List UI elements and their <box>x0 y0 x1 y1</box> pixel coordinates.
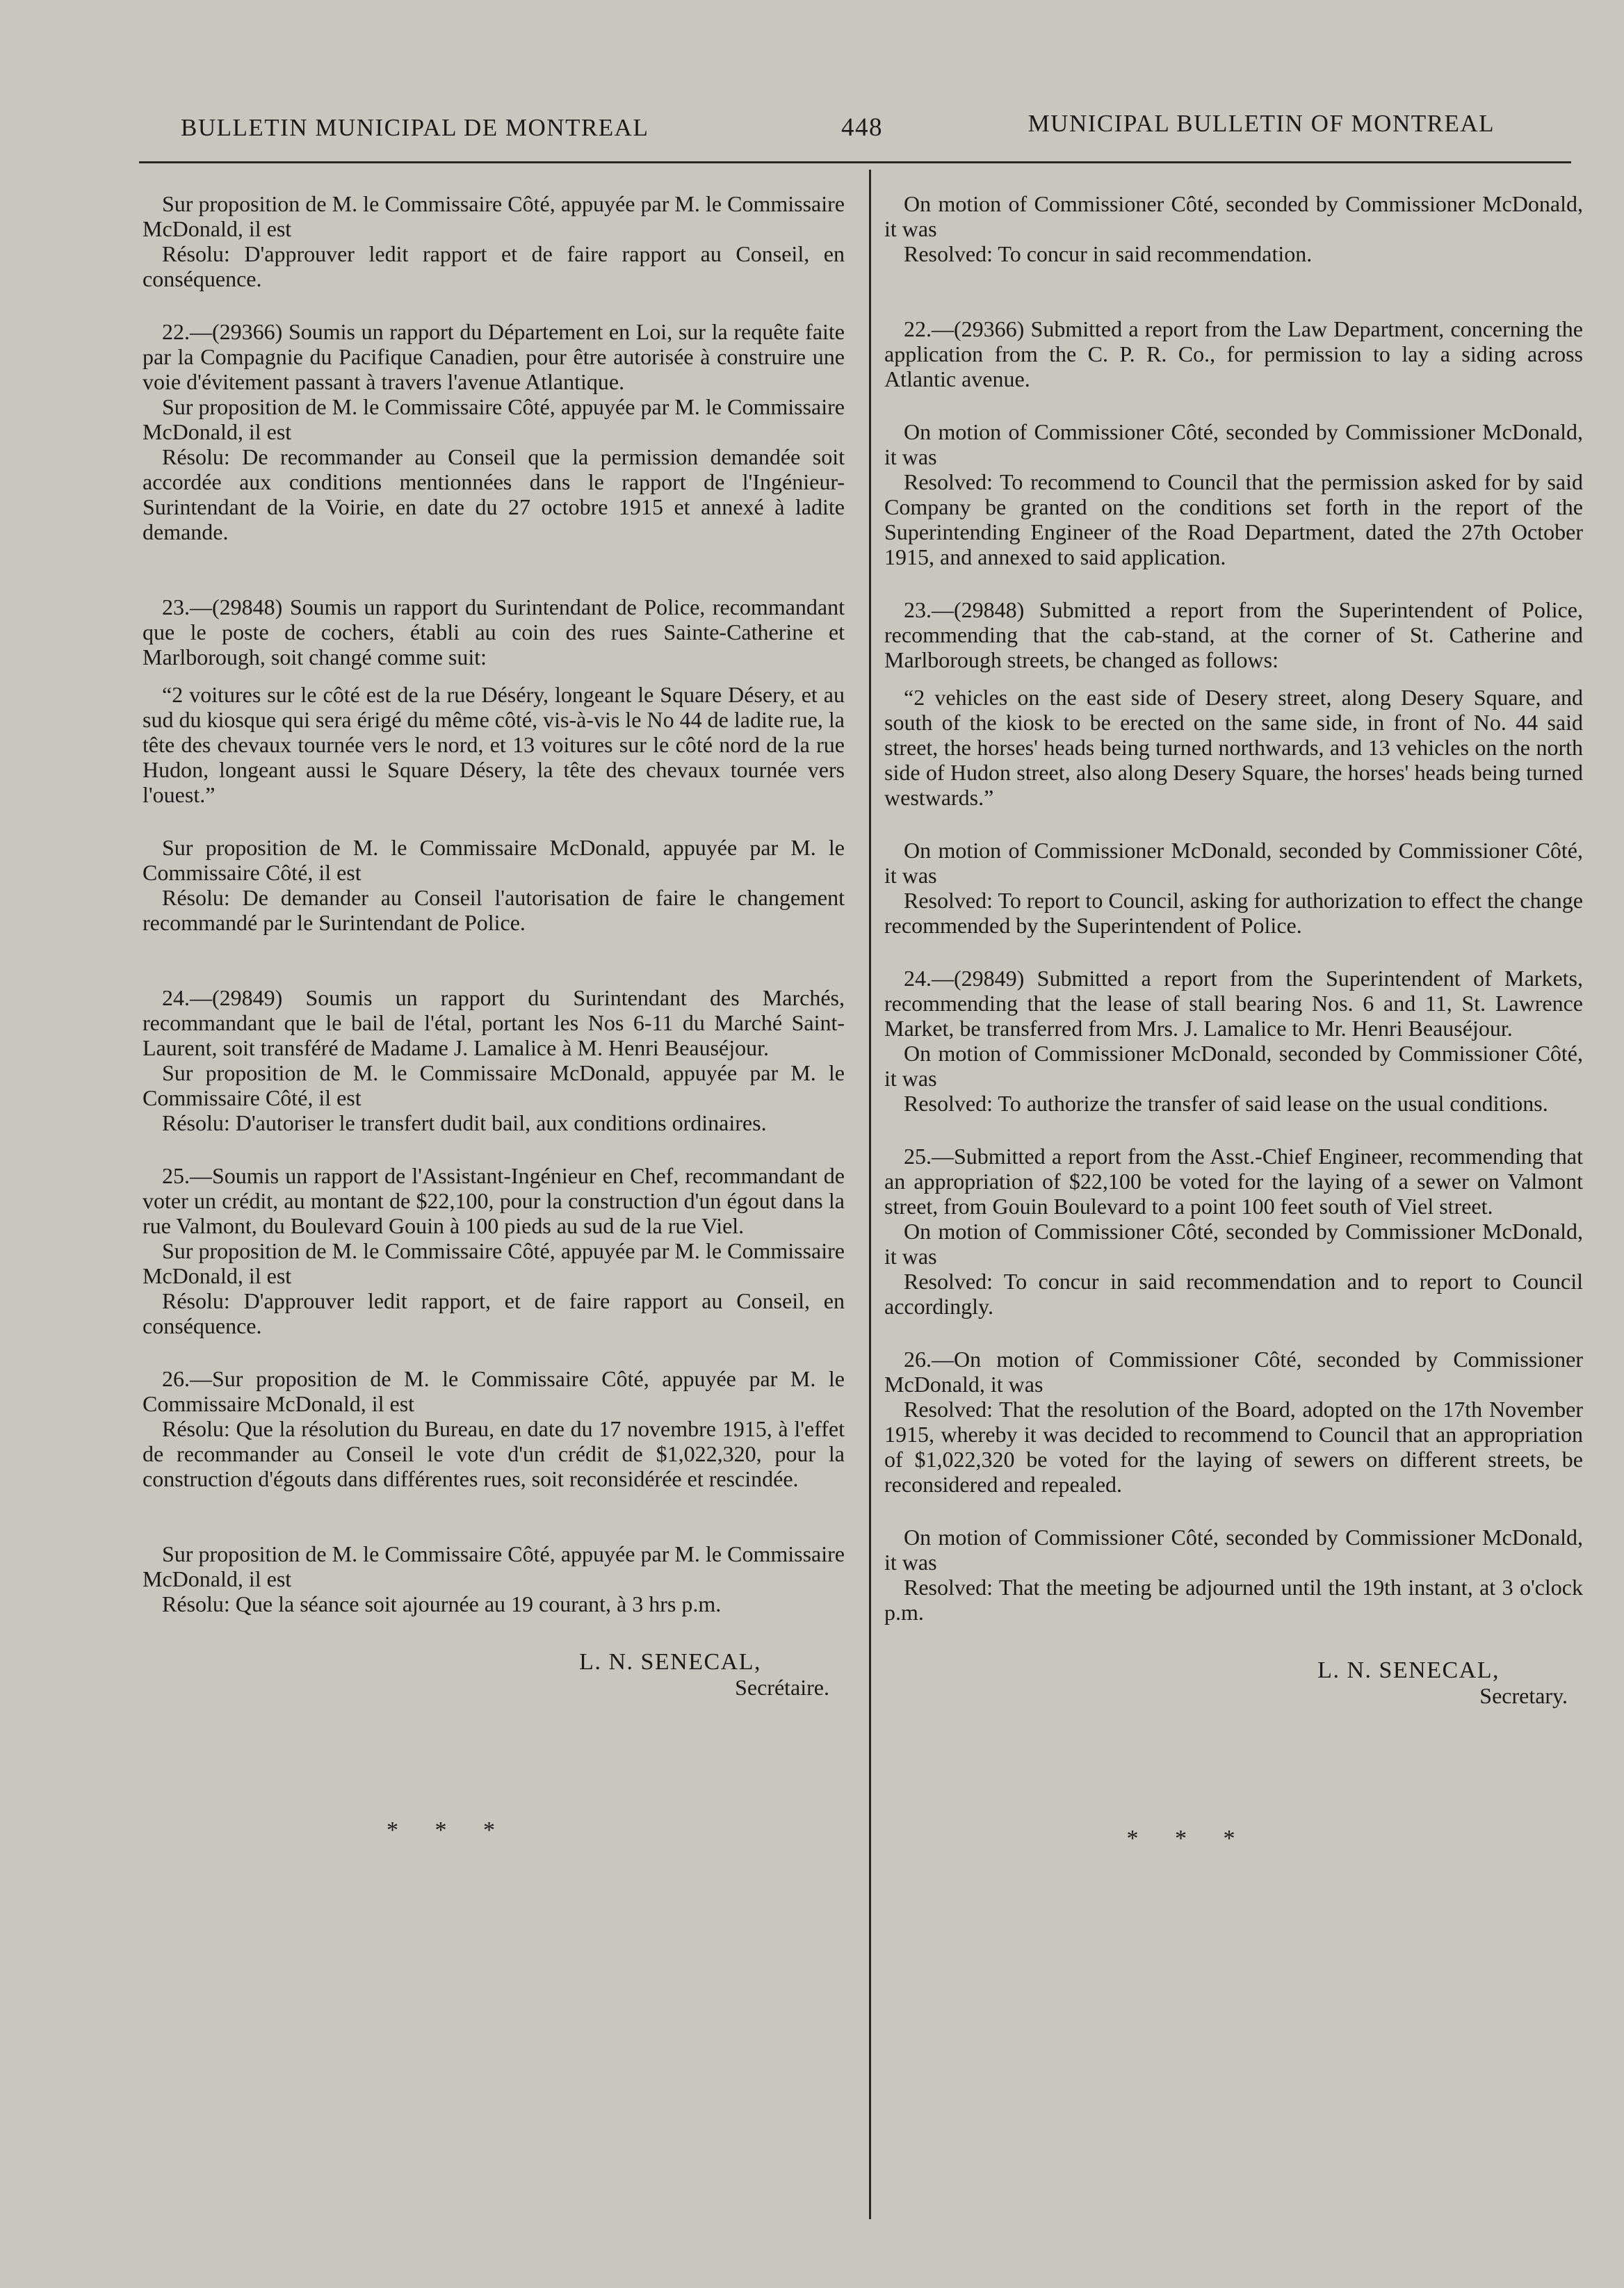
french-column <box>143 191 845 1843</box>
en-resolution-adjourn: Resolved: That the meeting be adjourned until the 19th instant, at 3 o'clock p.m. <box>884 1575 1583 1625</box>
en-item-24: 24.—(29849) Submitted a report from the Superintendent of Markets, recommending that the lease of stall bearing Nos. 6 and 11, St. Lawrence Market, be transferred from Mrs. J. Lamalice to Mr. Henri Beauséjour. <box>884 966 1583 1041</box>
en-resolution-23: Resolved: To report to Council, asking for authorization to effect the change recommended by the Superintendent of Police. <box>884 888 1583 938</box>
page-header <box>139 104 1495 153</box>
fr-section-stars: * * * <box>387 1817 510 1843</box>
fr-signature <box>143 1650 845 1700</box>
fr-motion-1: Sur proposition de M. le Commissaire Côté, appuyée par M. le Commissaire McDonald, il est <box>143 191 845 241</box>
fr-resolution-23: Résolu: De demander au Conseil l'autorisation de faire le changement recommandé par le Surintendant de Police. <box>143 885 845 935</box>
en-item-25: 25.—Submitted a report from the Asst.-Chief Engineer, recommending that an appropriation of $22,100 be voted for the laying of a sewer on Valmont street, from Gouin Boulevard to a point 100 feet south of Viel street. <box>884 1144 1583 1219</box>
english-column <box>884 191 1583 1851</box>
fr-resolution-26: Résolu: Que la résolution du Bureau, en date du 17 novembre 1915, à l'effet de recommander au Conseil le vote d'un crédit de $1,022,320, pour la construction d'égouts dans différentes rues, soit reconsidérée et rescindée. <box>143 1416 845 1491</box>
fr-resolution-25: Résolu: D'approuver ledit rapport, et de faire rapport au Conseil, en conséquence. <box>143 1288 845 1338</box>
page-number: 448 <box>841 113 883 142</box>
en-resolution-24: Resolved: To authorize the transfer of said lease on the usual conditions. <box>904 1091 1548 1116</box>
fr-motion-adjourn: Sur proposition de M. le Commissaire Côté, appuyée par M. le Commissaire McDonald, il est <box>143 1541 845 1591</box>
en-item-23: 23.—(29848) Submitted a report from the Superintendent of Police, recommending that the cab-stand, at the corner of St. Catherine and Marlborough streets, be changed as follows: <box>884 597 1583 672</box>
fr-item-23-quote: “2 voitures sur le côté est de la rue Déséry, longeant le Square Désery, et au sud du kiosque qui sera érigé du même côté, vis-à-vis le No 44 de ladite rue, la tête des chevaux tournée vers le nord, et 13 voitures sur le côté nord de la rue Hudon, longeant aussi le Square Désery, la tête des chevaux tournée vers l'ouest.” <box>143 682 845 807</box>
fr-resolution-24: Résolu: D'autoriser le transfert dudit bail, aux conditions ordinaires. <box>162 1110 767 1135</box>
en-motion-24: On motion of Commissioner McDonald, seconded by Commissioner Côté, it was <box>884 1041 1583 1091</box>
fr-motion-25: Sur proposition de M. le Commissaire Côté, appuyée par M. le Commissaire McDonald, il est <box>143 1238 845 1288</box>
fr-resolution-22: Résolu: De recommander au Conseil que la permission demandée soit accordée aux conditions mentionnées dans le rapport de l'Ingénieur-Surintendant de la Voirie, en date du 27 octobre 1915 et annexé à ladite demande. <box>143 444 845 544</box>
en-item-23-quote: “2 vehicles on the east side of Desery street, along Desery Square, and south of the kiosk to be erected on the same side, in front of No. 44 said street, the horses' heads being turned northwards, and 13 vehicles on the north side of Hudon street, also along Desery Square, the horses' heads being turned westwards.” <box>884 685 1583 810</box>
fr-motion-24: Sur proposition de M. le Commissaire McDonald, appuyée par M. le Commissaire Côté, il est <box>143 1060 845 1110</box>
en-item-22: 22.—(29366) Submitted a report from the Law Department, concerning the application from the C. P. R. Co., for permission to lay a siding across Atlantic avenue. <box>884 316 1583 391</box>
en-motion-adjourn: On motion of Commissioner Côté, seconded by Commissioner McDonald, it was <box>884 1525 1583 1575</box>
fr-signature-title: Secrétaire. <box>735 1675 829 1700</box>
en-item-26: 26.—On motion of Commissioner Côté, seconded by Commissioner McDonald, it was <box>884 1347 1583 1397</box>
fr-item-25: 25.—Soumis un rapport de l'Assistant-Ingénieur en Chef, recommandant de voter un crédit, au montant de $22,100, pour la construction d'un égout dans la rue Valmont, du Boulevard Gouin à 100 pieds au sud de la rue Viel. <box>143 1163 845 1238</box>
fr-item-23: 23.—(29848) Soumis un rapport du Surintendant de Police, recommandant que le poste de cochers, établi au coin des rues Sainte-Catherine et Marlborough, soit changé comme suit: <box>143 594 845 670</box>
header-title-english: MUNICIPAL BULLETIN OF MONTREAL <box>1028 110 1495 137</box>
fr-item-24: 24.—(29849) Soumis un rapport du Surintendant des Marchés, recommandant que le bail de l'étal, portant les Nos 6-11 du Marché Saint-Laurent, soit transféré de Madame J. Lamalice à M. Henri Beauséjour. <box>143 985 845 1060</box>
column-divider <box>869 170 871 2219</box>
en-signature-name: L. N. SENECAL, <box>1317 1657 1500 1683</box>
en-motion-22: On motion of Commissioner Côté, seconded by Commissioner McDonald, it was <box>884 419 1583 469</box>
en-resolution-25: Resolved: To concur in said recommendation and to report to Council accordingly. <box>884 1269 1583 1319</box>
fr-motion-22: Sur proposition de M. le Commissaire Côté, appuyée par M. le Commissaire McDonald, il est <box>143 394 845 444</box>
fr-item-26: 26.—Sur proposition de M. le Commissaire Côté, appuyée par M. le Commissaire McDonald, il est <box>143 1366 845 1416</box>
fr-item-22: 22.—(29366) Soumis un rapport du Département en Loi, sur la requête faite par la Compagnie du Pacifique Canadien, pour être autorisée à construire une voie d'évitement passant à travers l'avenue Atlantique. <box>143 319 845 394</box>
header-title-french: BULLETIN MUNICIPAL DE MONTREAL <box>181 114 649 141</box>
fr-signature-name: L. N. SENECAL, <box>579 1649 761 1675</box>
fr-motion-23: Sur proposition de M. le Commissaire McDonald, appuyée par M. le Commissaire Côté, il est <box>143 835 845 885</box>
en-motion-25: On motion of Commissioner Côté, seconded by Commissioner McDonald, it was <box>884 1219 1583 1269</box>
fr-resolution-1: Résolu: D'approuver ledit rapport et de faire rapport au Conseil, en conséquence. <box>143 241 845 291</box>
en-resolution-1: Resolved: To concur in said recommendation. <box>904 241 1313 266</box>
en-signature-title: Secretary. <box>1479 1683 1568 1708</box>
en-section-stars: * * * <box>1126 1826 1251 1851</box>
en-motion-23: On motion of Commissioner McDonald, seconded by Commissioner Côté, it was <box>884 838 1583 888</box>
en-resolution-22: Resolved: To recommend to Council that the permission asked for by said Company be granted on the conditions set forth in the report of the Superintending Engineer of the Road Department, dated the 27th October 1915, and annexed to said application. <box>884 469 1583 569</box>
en-signature <box>884 1658 1583 1708</box>
en-motion-1: On motion of Commissioner Côté, seconded by Commissioner McDonald, it was <box>884 191 1583 241</box>
en-resolution-26: Resolved: That the resolution of the Board, adopted on the 17th November 1915, whereby it was decided to recommend to Council that an appropriation of $1,022,320 be voted for the laying of sewers on different streets, be reconsidered and repealed. <box>884 1397 1583 1497</box>
fr-resolution-adjourn: Résolu: Que la séance soit ajournée au 19 courant, à 3 hrs p.m. <box>162 1591 722 1616</box>
header-rule <box>139 161 1571 163</box>
